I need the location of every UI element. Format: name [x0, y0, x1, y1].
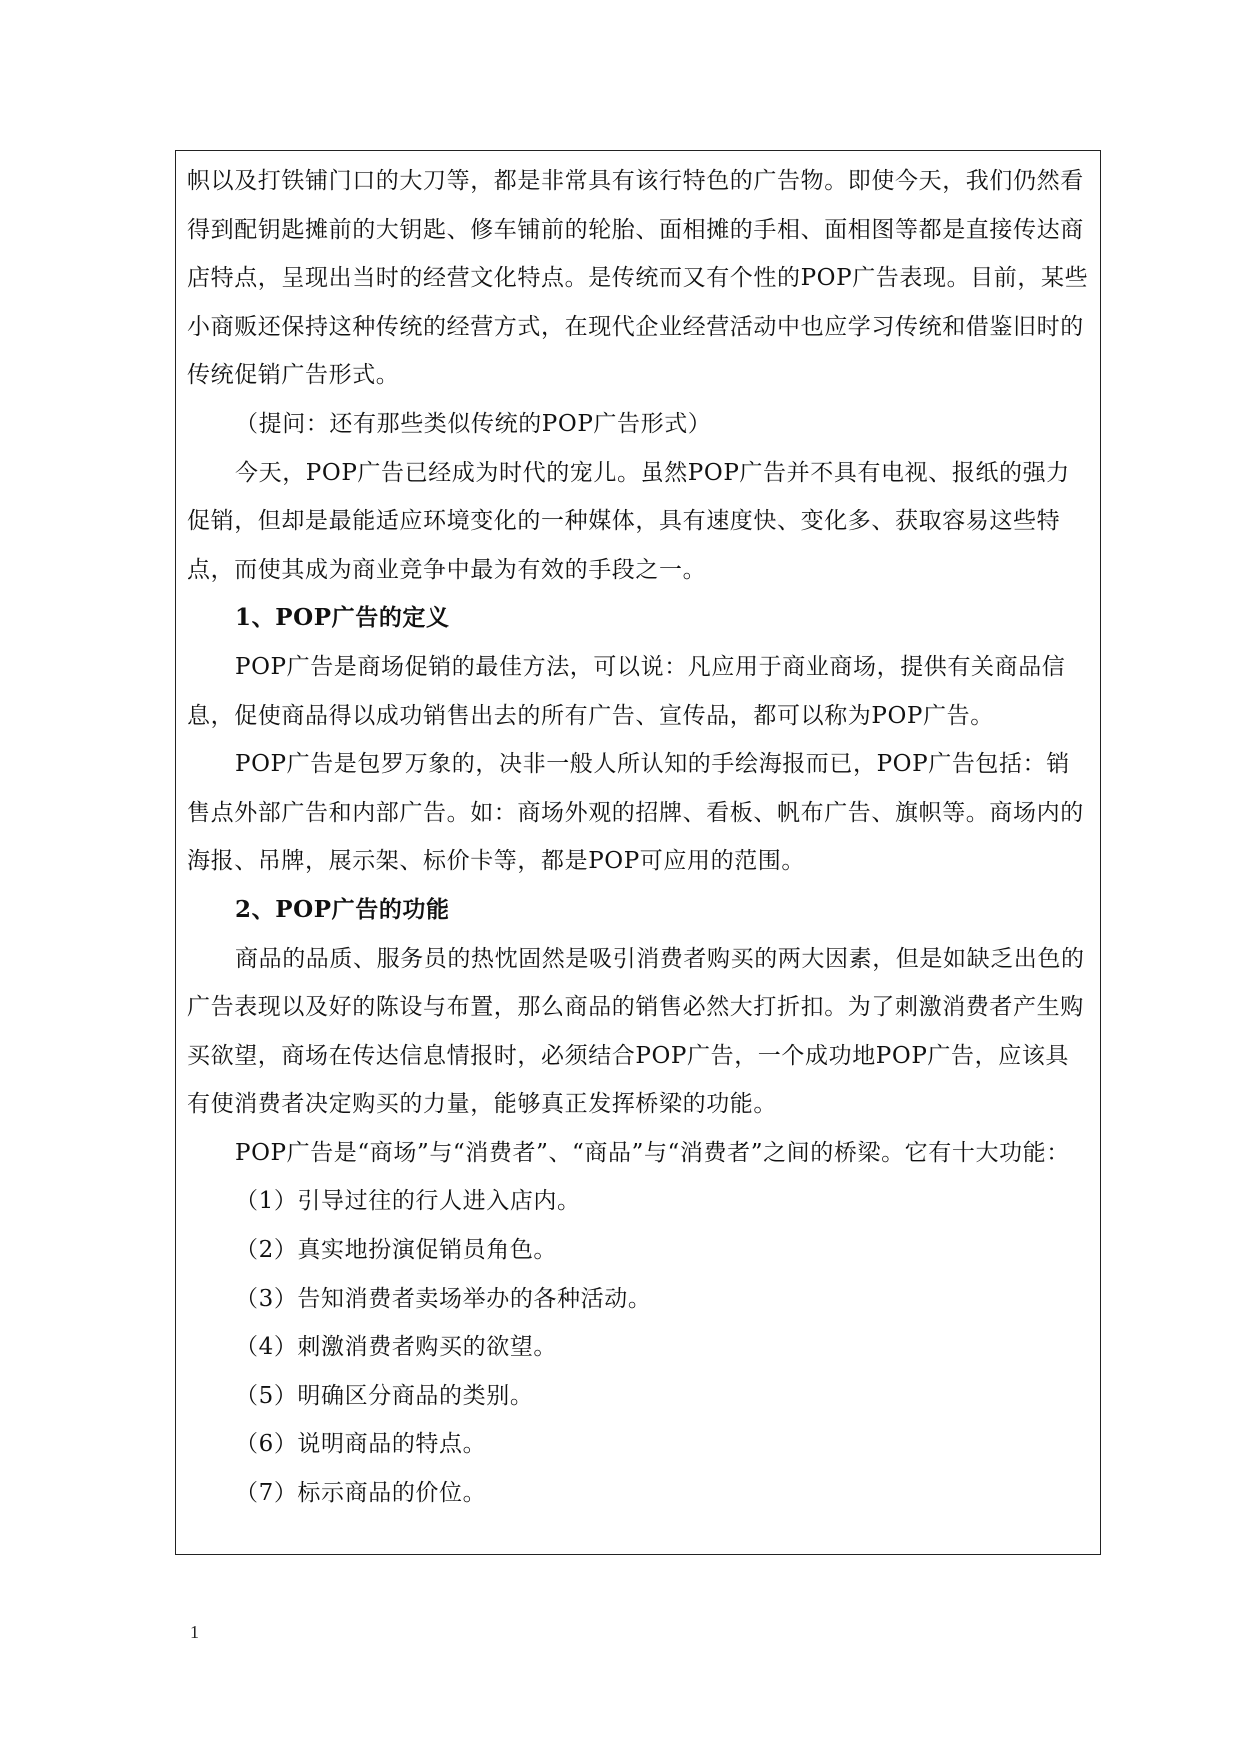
- function-list-item: （3）告知消费者卖场举办的各种活动。: [235, 1285, 652, 1312]
- paragraph-scope: POP广告是包罗万象的，决非一般人所认知的手绘海报而已，POP广告包括：销售点外部广告和内部广告。如：商场外观的招牌、看板、帆布广告、旗帜等。商场内的海报、吊牌，展示架、标价卡等，都是POP可应用的范围。: [187, 751, 1084, 875]
- function-list-item: （7）标示商品的价位。: [235, 1480, 487, 1507]
- paragraph-pop-today: 今天，POP广告已经成为时代的宠儿。虽然POP广告并不具有电视、报纸的强力促销，但却是最能适应环境变化的一种媒体，具有速度快、变化多、获取容易这些特点，而使其成为商业竞争中最为有效的手段之一。: [187, 459, 1070, 583]
- page-number: 1: [190, 1622, 199, 1642]
- paragraph-functions-intro: 商品的品质、服务员的热忱固然是吸引消费者购买的两大因素，但是如缺乏出色的广告表现以及好的陈设与布置，那么商品的销售必然大打折扣。为了刺激消费者产生购买欲望，商场在传达信息情报时，必须结合POP广告，一个成功地POP广告，应该具有使消费者决定购买的力量，能够真正发挥桥梁的功能。: [187, 945, 1085, 1118]
- paragraph-definition: POP广告是商场促销的最佳方法，可以说：凡应用于商业商场，提供有关商品信息，促使商品得以成功销售出去的所有广告、宣传品，都可以称为POP广告。: [187, 653, 1066, 729]
- function-list-item: （4）刺激消费者购买的欲望。: [235, 1334, 558, 1361]
- function-list-item: （1）引导过往的行人进入店内。: [235, 1188, 581, 1215]
- section-heading-definition: 1、POP广告的定义: [235, 604, 450, 632]
- section-heading-functions: 2、POP广告的功能: [235, 895, 450, 923]
- document-body: [187, 157, 1091, 1518]
- function-list-item: （6）说明商品的特点。: [235, 1431, 487, 1458]
- question-prompt: （提问：还有那些类似传统的POP广告形式）: [235, 410, 712, 437]
- function-list-item: （5）明确区分商品的类别。: [235, 1382, 534, 1409]
- function-list-item: （2）真实地扮演促销员角色。: [235, 1237, 558, 1264]
- paragraph-bridge: POP广告是“商场”与“消费者”、“商品”与“消费者”之间的桥梁。它有十大功能：: [235, 1139, 1070, 1166]
- paragraph-traditional-signs: 帜以及打铁铺门口的大刀等，都是非常具有该行特色的广告物。即使今天，我们仍然看得到配钥匙摊前的大钥匙、修车铺前的轮胎、面相摊的手相、面相图等都是直接传达商店特点，呈现出当时的经营文化特点。是传统而又有个性的POP广告表现。目前，某些小商贩还保持这种传统的经营方式，在现代企业经营活动中也应学习传统和借鉴旧时的传统促销广告形式。: [187, 168, 1089, 389]
